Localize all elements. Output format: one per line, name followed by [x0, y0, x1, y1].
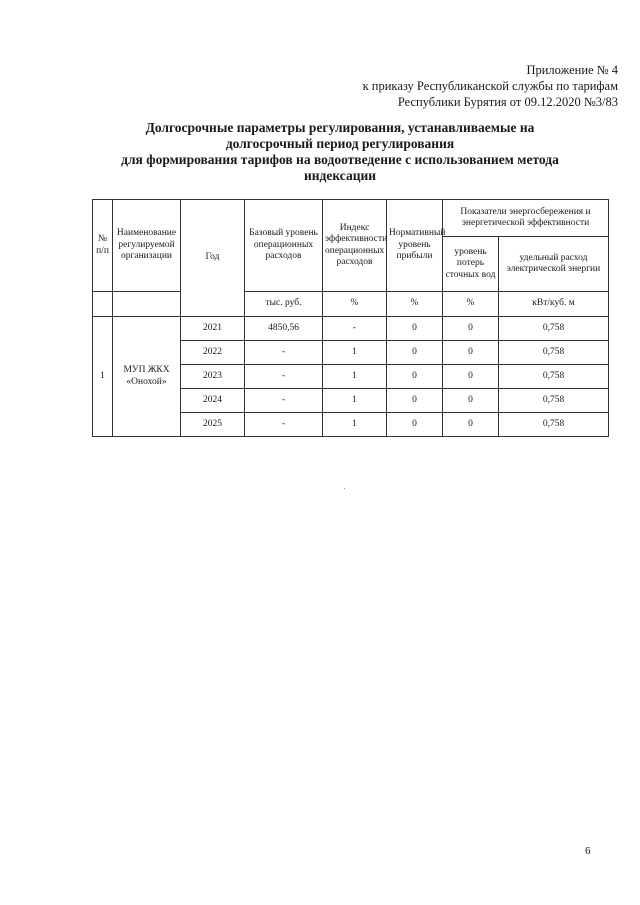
- table-row: [93, 317, 609, 341]
- title-line-4: индексации: [303, 168, 377, 183]
- cell-year: 2025: [181, 413, 245, 437]
- header-index: Индекс эффективности операционных расходов: [323, 200, 387, 292]
- unit-loss: %: [443, 292, 499, 317]
- cell-loss: 0: [443, 317, 499, 341]
- unit-index: %: [323, 292, 387, 317]
- cell-year: 2024: [181, 389, 245, 413]
- unit-base: тыс. руб.: [245, 292, 323, 317]
- cell-consumption: 0,758: [499, 317, 609, 341]
- header-energy-group: Показатели энергосбережения и энергетической эффективности: [443, 200, 609, 237]
- cell-consumption: 0,758: [499, 341, 609, 365]
- scan-speck: [344, 488, 345, 489]
- cell-index: 1: [323, 413, 387, 437]
- title-line-2: долгосрочный период регулирования: [225, 136, 455, 151]
- cell-year: 2021: [181, 317, 245, 341]
- cell-norm: 0: [387, 413, 443, 437]
- cell-loss: 0: [443, 365, 499, 389]
- cell-norm: 0: [387, 317, 443, 341]
- cell-year: 2022: [181, 341, 245, 365]
- unit-num-empty: [93, 292, 113, 317]
- annex-line-1: Приложение № 4: [526, 63, 618, 77]
- header-num: № п/п: [93, 200, 113, 292]
- document-title: [80, 120, 600, 184]
- annex-line-2: к приказу Республиканской службы по тарифам: [362, 79, 618, 93]
- cell-consumption: 0,758: [499, 413, 609, 437]
- title-line-1: Долгосрочные параметры регулирования, устанавливаемые на: [145, 120, 535, 135]
- header-org: Наименование регулируемой организации: [113, 200, 181, 292]
- cell-org: МУП ЖКХ «Онохой»: [113, 317, 181, 437]
- cell-index: -: [323, 317, 387, 341]
- cell-index: 1: [323, 365, 387, 389]
- unit-norm: %: [387, 292, 443, 317]
- header-norm: Нормативный уровень прибыли: [387, 200, 443, 292]
- parameters-table: [92, 199, 609, 437]
- cell-base: -: [245, 365, 323, 389]
- annex-line-3: Республики Бурятия от 09.12.2020 №3/83: [397, 95, 618, 109]
- cell-norm: 0: [387, 341, 443, 365]
- cell-loss: 0: [443, 341, 499, 365]
- cell-base: -: [245, 389, 323, 413]
- cell-base: -: [245, 413, 323, 437]
- cell-consumption: 0,758: [499, 365, 609, 389]
- unit-consumption: кВт/куб. м: [499, 292, 609, 317]
- cell-norm: 0: [387, 389, 443, 413]
- cell-year: 2023: [181, 365, 245, 389]
- cell-base: 4850,56: [245, 317, 323, 341]
- cell-index: 1: [323, 341, 387, 365]
- title-line-3: для формирования тарифов на водоотведение с использованием метода: [121, 152, 559, 167]
- annex-header: [363, 62, 618, 110]
- header-base: Базовый уровень операционных расходов: [245, 200, 323, 292]
- cell-loss: 0: [443, 389, 499, 413]
- page-number: 6: [585, 845, 591, 857]
- cell-num: 1: [93, 317, 113, 437]
- header-consumption: удельный расход электрической энергии: [499, 237, 609, 292]
- cell-index: 1: [323, 389, 387, 413]
- cell-consumption: 0,758: [499, 389, 609, 413]
- cell-loss: 0: [443, 413, 499, 437]
- cell-norm: 0: [387, 365, 443, 389]
- unit-org-empty: [113, 292, 181, 317]
- header-year: Год: [181, 200, 245, 317]
- header-loss: уровень потерь сточных вод: [443, 237, 499, 292]
- cell-base: -: [245, 341, 323, 365]
